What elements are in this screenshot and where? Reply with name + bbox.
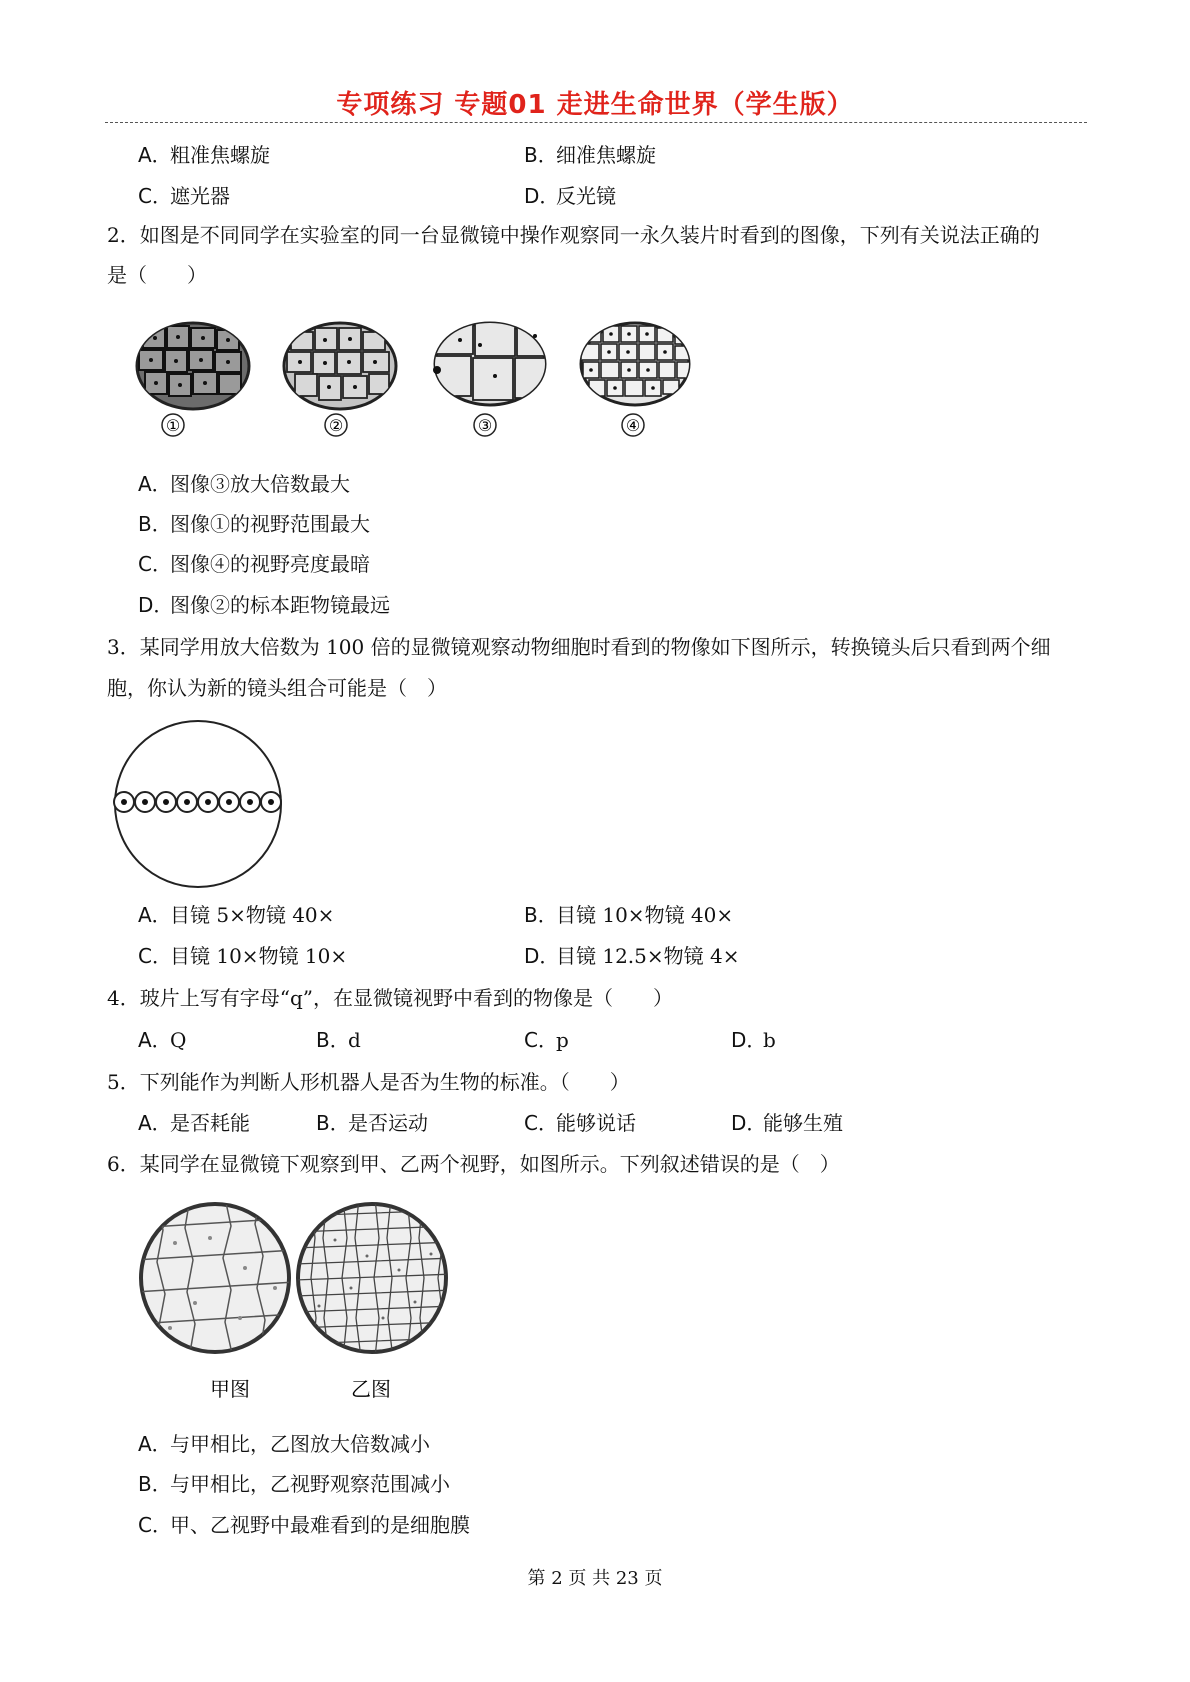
q1-option-a: A．粗准焦螺旋 [138,143,270,167]
micrograph-view-4 [581,323,691,405]
q6-stem: 6．某同学在显微镜下观察到甲、乙两个视野，如图所示。下列叙述错误的是（ ） [107,1152,840,1176]
q4-option-d: D．b [731,1028,776,1052]
q3-figure [110,718,290,893]
microscope-field-of-view [114,721,281,887]
q4-option-b: B．d [316,1028,361,1052]
q3-option-b: B．目镜 10×物镜 40× [524,903,734,927]
q5-option-b: B．是否运动 [316,1111,428,1135]
page-number: 第 2 页 共 23 页 [527,1568,663,1589]
figure-label-1: ① [165,416,181,435]
figure-label-2: ② [328,416,344,435]
q2-option-d: D．图像②的标本距物镜最远 [138,593,390,617]
micrograph-yi [295,1198,455,1358]
q2-figure-labels [162,414,644,436]
q5-option-a: A．是否耗能 [138,1111,250,1135]
q4-option-c: C．p [524,1028,569,1052]
q5-option-d: D．能够生殖 [731,1111,843,1135]
figure-label-3: ③ [477,416,493,435]
q2-option-a: A．图像③放大倍数最大 [138,472,350,496]
q6-option-a: A．与甲相比，乙图放大倍数减小 [138,1432,430,1456]
q1-option-c: C．遮光器 [138,184,230,208]
figure-label-4: ④ [625,416,641,435]
micrograph-view-3 [429,320,551,405]
page-title: 专项练习 专题01 走进生命世界（学生版） [336,90,854,120]
q5-option-c: C．能够说话 [524,1111,636,1135]
q3-option-c: C．目镜 10×物镜 10× [138,944,348,968]
q2-option-c: C．图像④的视野亮度最暗 [138,552,370,576]
q2-option-b: B．图像①的视野范围最大 [138,512,370,536]
q6-figure [135,1198,465,1408]
figure-label-jia: 甲图 [210,1377,250,1401]
figure-label-yi: 乙图 [351,1377,391,1401]
q5-stem: 5．下列能作为判断人形机器人是否为生物的标准。（ ） [107,1070,630,1094]
q1-option-b: B．细准焦螺旋 [524,143,656,167]
q6-option-b: B．与甲相比，乙视野观察范围减小 [138,1472,450,1496]
header-divider [105,122,1087,123]
q3-stem-line1: 3．某同学用放大倍数为 100 倍的显微镜观察动物细胞时看到的物像如下图所示，转换镜头后只看到两个细 [107,635,1051,659]
q2-figure [115,310,705,445]
q3-option-d: D．目镜 12.5×物镜 4× [524,944,740,968]
q4-option-a: A．Q [138,1028,187,1052]
micrograph-view-1 [137,323,249,409]
micrograph-jia [135,1198,295,1358]
q3-stem-line2: 胞，你认为新的镜头组合可能是（ ） [107,676,447,700]
q3-option-a: A．目镜 5×物镜 40× [138,903,335,927]
micrograph-view-2 [284,323,396,409]
q1-option-d: D．反光镜 [524,184,616,208]
q4-stem: 4．玻片上写有字母“q”，在显微镜视野中看到的物像是（ ） [107,986,673,1010]
q2-stem-line2: 是（ ） [107,263,207,287]
q6-option-c: C．甲、乙视野中最难看到的是细胞膜 [138,1513,470,1537]
q2-stem-line1: 2．如图是不同同学在实验室的同一台显微镜中操作观察同一永久装片时看到的图像，下列有关说法正确的 [107,223,1040,247]
